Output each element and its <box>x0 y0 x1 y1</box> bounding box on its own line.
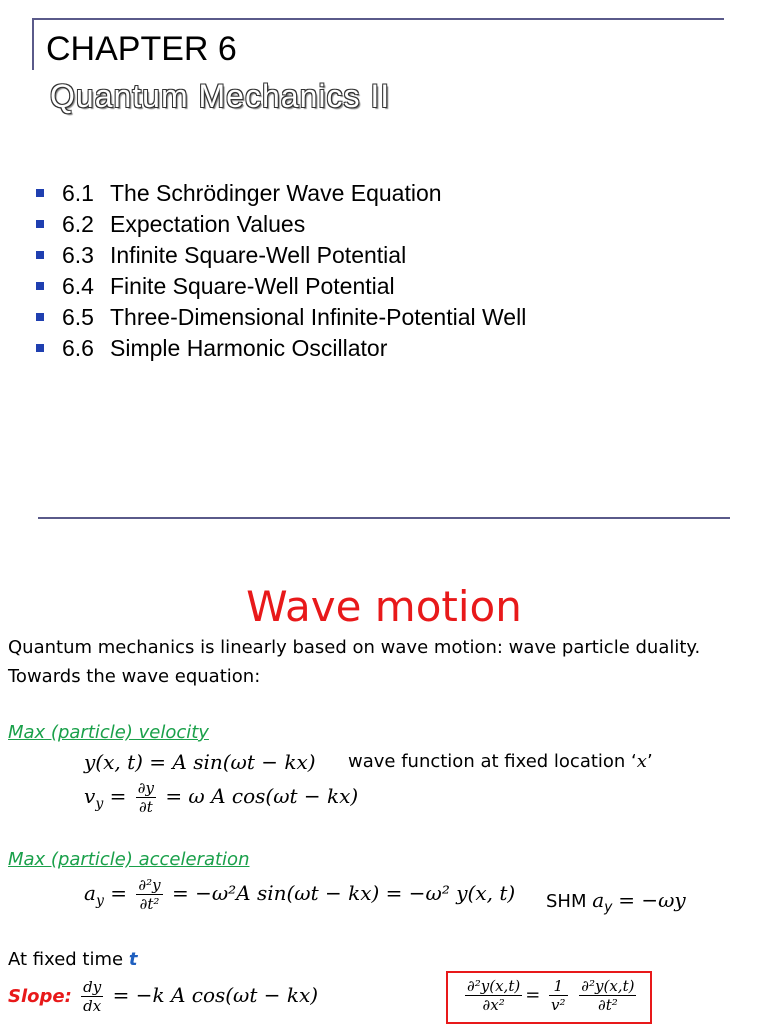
fraction: $\frac{\partial y}{\partial t}$ <box>137 779 154 816</box>
wave-equation: $\frac{\text{∂²y(x,t)}}{\text{∂x²}}$ = $\frac{1}{\text{v²}}$ $\frac{\text{∂²y(x,t)}}{\text{∂t²}}$ <box>467 977 635 1014</box>
toc-item <box>36 178 526 209</box>
toc-text: Three-Dimensional Infinite-Potential Well <box>110 304 527 330</box>
toc-item <box>36 302 526 333</box>
max-acceleration-heading: Max (particle) acceleration <box>8 849 250 870</box>
table-of-contents <box>36 178 526 364</box>
fraction: $\frac{\text{∂²y}}{\text{∂t²}}$ <box>138 876 161 913</box>
velocity-equation: $v_y$ = $\frac{\partial y}{\partial t}$ = ω A cos(ωt − kx) <box>84 779 359 816</box>
square-bullet-icon <box>36 189 44 197</box>
shm-relation: SHM $a_y = -\omega y$ <box>546 888 686 916</box>
slide1-top-rule <box>32 18 724 20</box>
toc-text: Infinite Square-Well Potential <box>110 242 407 268</box>
wave-function-note: wave function at fixed location ‘x’ <box>348 751 653 772</box>
toc-text: Finite Square-Well Potential <box>110 273 395 299</box>
slide1-left-rule <box>32 18 34 70</box>
fraction: $\frac{\text{∂²y(x,t)}}{\text{∂t²}}$ <box>581 977 635 1014</box>
toc-text: Expectation Values <box>110 211 306 237</box>
slide-title: Wave motion <box>246 582 522 631</box>
toc-number: 6.1 <box>62 180 94 206</box>
toc-text: Simple Harmonic Oscillator <box>110 335 388 361</box>
acceleration-equation: $a_y$ = $\frac{\text{∂²y}}{\text{∂t²}}$ = −ω²A sin(ωt − kx) = −ω² y(x, t) <box>84 876 516 913</box>
toc-number: 6.3 <box>62 242 94 268</box>
wave-function-equation: y(x, t) = A sin(ωt − kx) <box>84 750 316 774</box>
chapter-title: CHAPTER 6 <box>46 30 237 68</box>
intro-line-2: Towards the wave equation: <box>8 666 261 687</box>
square-bullet-icon <box>36 313 44 321</box>
square-bullet-icon <box>36 344 44 352</box>
square-bullet-icon <box>36 251 44 259</box>
toc-number: 6.4 <box>62 273 94 299</box>
fixed-time-line: At fixed time t <box>8 949 138 970</box>
intro-line-1: Quantum mechanics is linearly based on wave motion: wave particle duality. <box>8 637 701 658</box>
toc-item <box>36 271 526 302</box>
fraction: $\frac{1}{\text{v²}}$ <box>551 977 566 1014</box>
slope-equation: Slope: $\frac{dy}{dx}$ = −k A cos(ωt − kx) <box>8 978 319 1015</box>
toc-number: 6.5 <box>62 304 94 330</box>
fraction: $\frac{\text{∂²y(x,t)}}{\text{∂x²}}$ <box>467 977 521 1014</box>
toc-item <box>36 240 526 271</box>
max-velocity-heading: Max (particle) velocity <box>8 722 209 743</box>
toc-item <box>36 209 526 240</box>
square-bullet-icon <box>36 282 44 290</box>
toc-number: 6.2 <box>62 211 94 237</box>
toc-item <box>36 333 526 364</box>
square-bullet-icon <box>36 220 44 228</box>
slope-label: Slope: <box>8 986 72 1007</box>
toc-text: The Schrödinger Wave Equation <box>110 180 442 206</box>
slide-separator <box>38 517 730 519</box>
chapter-subtitle: Quantum Mechanics II <box>50 78 391 114</box>
toc-number: 6.6 <box>62 335 94 361</box>
fraction: $\frac{dy}{dx}$ <box>83 978 102 1015</box>
